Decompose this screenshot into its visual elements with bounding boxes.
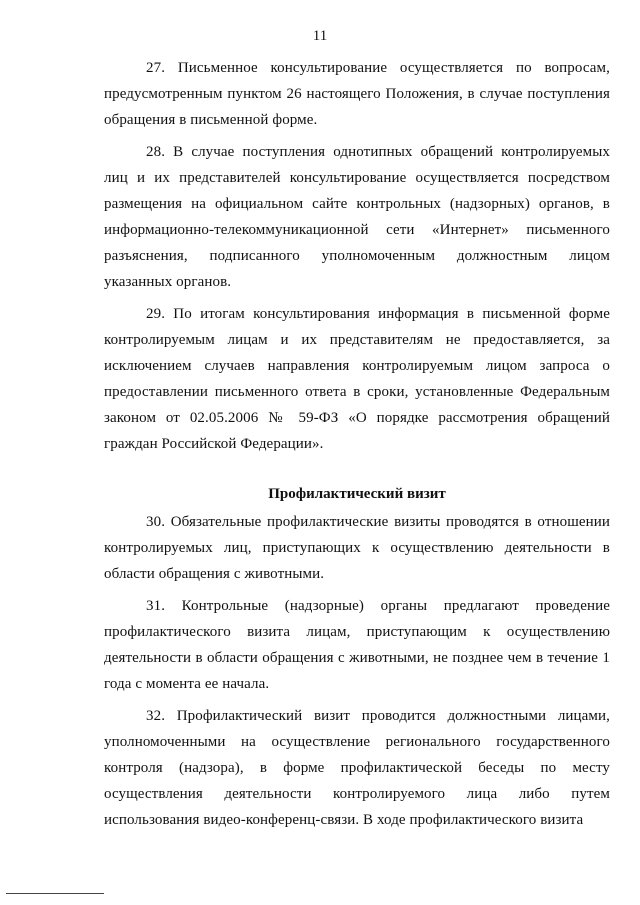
paragraph-27: 27. Письменное консультирование осуществляется по вопросам, предусмотренным пунктом 26 настоящего Положения, в случае поступления обращения в письменной форме. — [104, 60, 610, 128]
section-heading: Профилактический визит — [268, 486, 446, 502]
paragraph-32: 32. Профилактический визит проводится должностными лицами, уполномоченными на осуществление регионального государственного контроля (надзора), в форме профилактической беседы по месту осуществления деятельности контролируемого лица либо путем использования видео-конференц-связи. В ходе профилактического визита — [104, 708, 610, 828]
footnote-divider — [6, 893, 104, 894]
page-number: 11 — [312, 28, 328, 44]
paragraph-29: 29. По итогам консультирования информация в письменной форме контролируемым лицам и их представителям не предоставляется, за исключением случаев направления контролируемым лицом запроса о предоставлении письменного ответа в сроки, установленные Федеральным законом от 02.05.2006 № 59-ФЗ «О порядке рассмотрения обращений граждан Российской Федерации». — [104, 306, 610, 452]
paragraph-30: 30. Обязательные профилактические визиты проводятся в отношении контролируемых лиц, приступающих к осуществлению деятельности в области обращения с животными. — [104, 514, 610, 582]
paragraph-31: 31. Контрольные (надзорные) органы предлагают проведение профилактического визита лицам, приступающим к осуществлению деятельности в области обращения с животными, не позднее чем в течение 1 года с момента ее начала. — [104, 598, 610, 692]
paragraph-28: 28. В случае поступления однотипных обращений контролируемых лиц и их представителей консультирование осуществляется посредством размещения на официальном сайте контрольных (надзорных) органов, в информационно-телекоммуникационной сети «Интернет» письменного разъяснения, подписанного уполномоченным должностным лицом указанных органов. — [104, 144, 610, 290]
document-body — [104, 55, 610, 839]
